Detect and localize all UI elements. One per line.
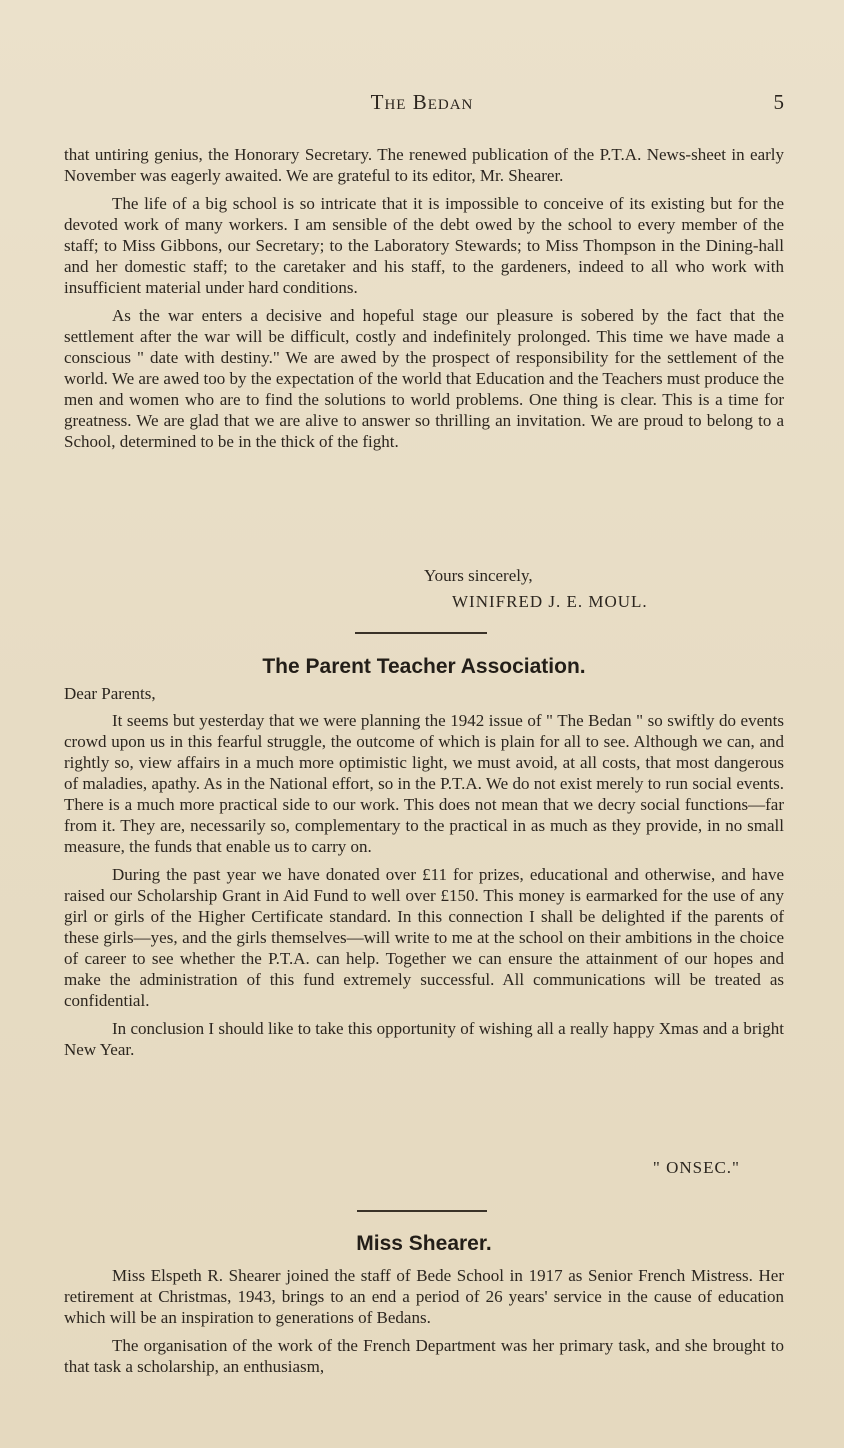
running-head (60, 90, 784, 120)
letter-body (64, 144, 784, 459)
letter-paragraph: As the war enters a decisive and hopeful stage our pleasure is sobered by the fact that the settlement after the war will be difficult, costly and indefinitely prolonged. This time we have made a conscious " date with destiny." We are awed by the prospect of responsibility for the settlement of the world. We are awed too by the expectation of the world that Education and the Teachers must produce the men and women who are to find the solutions to world problems. One thing is clear. This is a time for greatness. We are glad that we are alive to answer so thrilling an invitation. We are proud to belong to a School, determined to be in the thick of the fight. (64, 306, 784, 451)
shearer-body (64, 1265, 784, 1384)
shearer-heading: Miss Shearer. (356, 1232, 492, 1255)
pta-paragraph: It seems but yesterday that we were planning the 1942 issue of " The Bedan " so swiftly do events crowd upon us in this fearful struggle, the outcome of which is plain for all to see. Although we can, and rightly so, view affairs in a much more optimistic light, we must avoid, at all costs, that most dangerous of maladies, apathy. As in the National effort, so in the P.T.A. We do not exist merely to run social events. There is a much more practical side to our work. This does not mean that we decry social functions—far from it. They are, necessarily so, complementary to the practical in as much as they provide, in no small measure, the funds that enable us to carry on. (64, 711, 784, 856)
page-number: 5 (773, 90, 784, 114)
letter-closing: Yours sincerely, (424, 566, 533, 585)
publication-title: The Bedan (370, 90, 474, 114)
pta-body (64, 710, 784, 1067)
letter-paragraph: The life of a big school is so intricate that it is impossible to conceive of its existing but for the devoted work of many workers. I am sensible of the debt owed by the school to every member of the staff; to Miss Gibbons, our Secretary; to the Laboratory Stewards; to Miss Thompson in the Dining-hall and her domestic staff; to the caretaker and his staff, to the gardeners, indeed to all who work with insufficient material under hard conditions. (64, 194, 784, 297)
shearer-paragraph: The organisation of the work of the French Department was her primary task, and she brought to that task a scholarship, an enthusiasm, (64, 1336, 784, 1376)
shearer-paragraph: Miss Elspeth R. Shearer joined the staff of Bede School in 1917 as Senior French Mistress. Her retirement at Christmas, 1943, brings to an end a period of 26 years' service in the cause of education which will be an inspiration to generations of Bedans. (64, 1266, 784, 1327)
pta-paragraph: In conclusion I should like to take this opportunity of wishing all a really happy Xmas and a bright New Year. (64, 1019, 784, 1059)
pta-heading: The Parent Teacher Association. (262, 655, 586, 678)
letter-signature-block (424, 563, 784, 615)
pta-signature: " ONSEC." (652, 1158, 740, 1177)
section-divider (355, 632, 487, 634)
pta-paragraph: During the past year we have donated over £11 for prizes, educational and otherwise, and have raised our Scholarship Grant in Aid Fund to well over £150. This money is earmarked for the use of any girl or girls of the Higher Certificate standard. In this connection I shall be delighted if the parents of these girls—yes, and the girls themselves—will write to me at the school on their ambitions in the choice of career to see whether the P.T.A. can help. Together we can ensure the attainment of our hopes and make the administration of this fund extremely successful. All communications will be treated as confidential. (64, 865, 784, 1010)
letter-paragraph: that untiring genius, the Honorary Secretary. The renewed publication of the P.T.A. News-sheet in early November was eagerly awaited. We are grateful to its editor, Mr. Shearer. (64, 145, 784, 185)
section-divider (357, 1210, 487, 1212)
pta-salutation: Dear Parents, (64, 684, 156, 703)
letter-signer: WINIFRED J. E. MOUL. (452, 592, 648, 611)
